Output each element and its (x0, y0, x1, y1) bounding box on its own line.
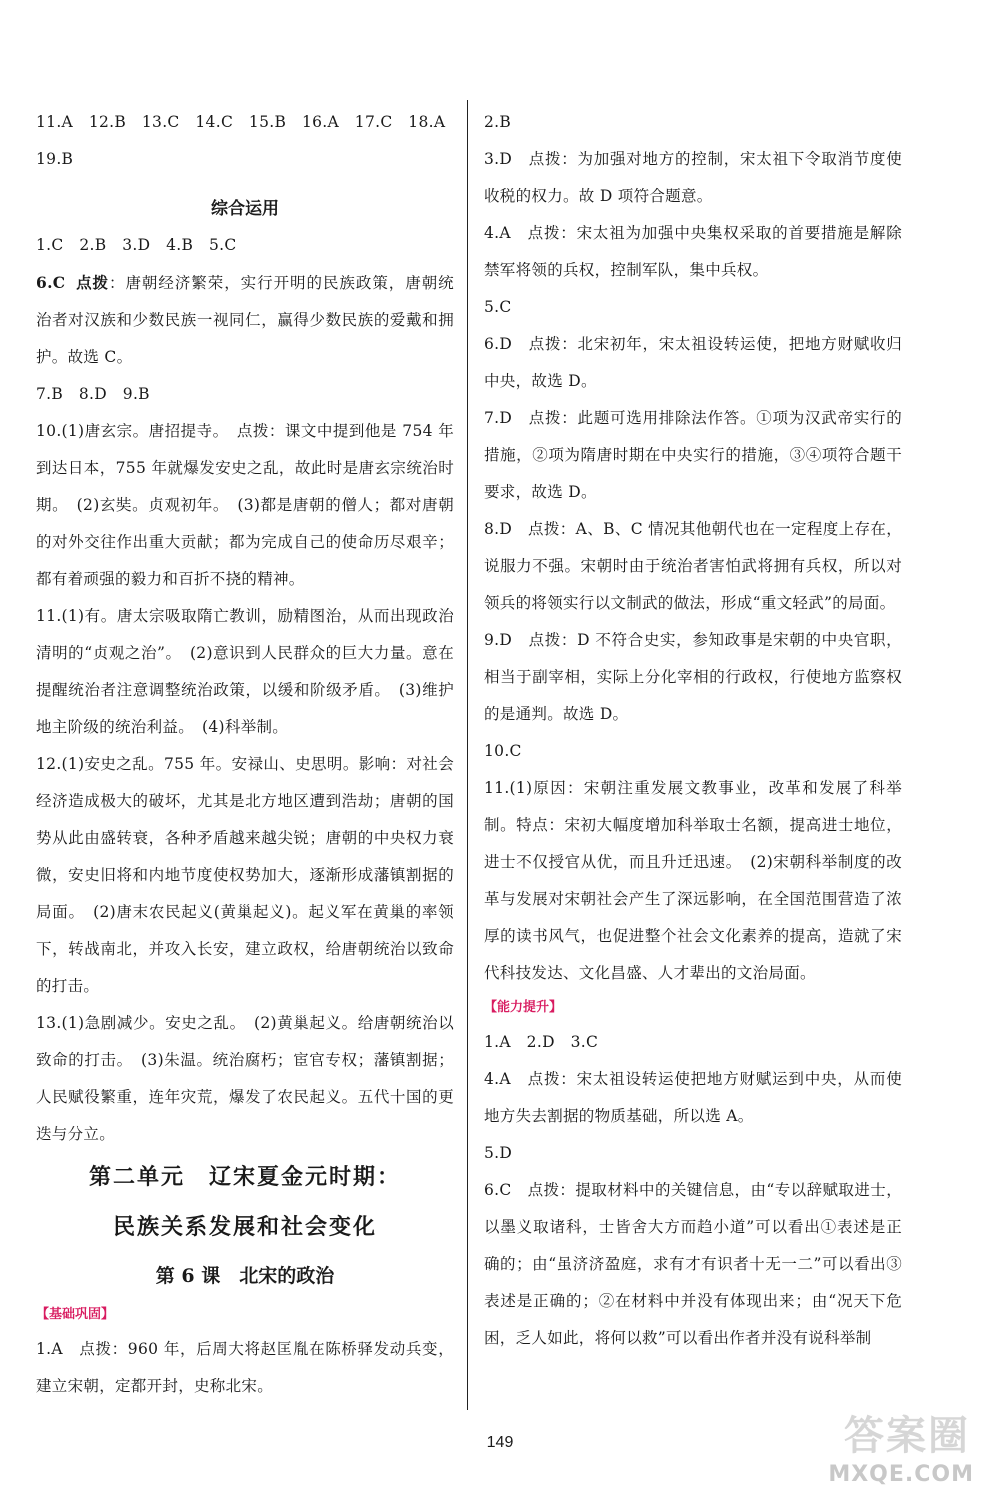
answer-paragraph: 4.A 点拨：宋太祖为加强中央集权采取的首要措施是解除禁军将领的兵权，控制军队，集中兵权。 (484, 224, 902, 279)
answer-paragraph: 8.D 点拨：A、B、C 情况其他朝代也在一定程度上存在，说服力不强。宋朝时由于统治者害怕武将拥有兵权，所以对领兵的将领实行以文制武的做法，形成“重文轻武”的局面。 (484, 520, 902, 612)
watermark-url: MXQE.COM (828, 1462, 974, 1487)
answer-paragraph (36, 264, 454, 376)
lesson-title: 第 6 课 北宋的政治 (155, 1265, 335, 1287)
section-title: 综合运用 (211, 199, 279, 219)
answer-number: 6.C (36, 273, 66, 292)
answer-line: 5.C (484, 298, 512, 316)
answer-paragraph: 9.D 点拨：D 不符合史实，参知政事是宋朝的中央官职，相当于副宰相，实际上分化宰相的行政权，行使地方监察权的是通判。故选 D。 (484, 631, 902, 723)
answer-paragraph: 13.(1)急剧减少。安史之乱。 (2)黄巢起义。给唐朝统治以致命的打击。 (3)朱温。统治腐朽；宦官专权；藩镇割据；人民赋役繁重，连年灾荒，爆发了农民起义。五代十国的更迭与分立。 (36, 1014, 454, 1143)
answer-line: 1.C 2.B 3.D 4.B 5.C (36, 236, 237, 254)
column-divider (467, 100, 468, 1410)
answer-paragraph: 7.D 点拨：此题可选用排除法作答。①项为汉武帝实行的措施，②项为隋唐时期在中央实行的措施，③④项符合题干要求，故选 D。 (484, 409, 902, 501)
unit-subtitle: 民族关系发展和社会变化 (112, 1215, 377, 1240)
right-column (484, 104, 902, 1357)
unit-title: 第二单元 辽宋夏金元时期： (88, 1165, 401, 1190)
answer-text: ：唐朝经济繁荣，实行开明的民族政策，唐朝统治者对汉族和少数民族一视同仁，赢得少数民族的爱戴和拥护。故选 C。 (36, 274, 454, 366)
answer-line: 2.B (484, 113, 512, 131)
answer-paragraph: 10.(1)唐玄宗。唐招提寺。 点拨：课文中提到他是 754 年到达日本，755 年就爆发安史之乱，故此时是唐玄宗统治时期。 (2)玄奘。贞观初年。 (3)都是唐朝的僧人；都对唐朝的对外交往作出重大贡献；都为完成自己的使命历尽艰辛；都有着顽强的毅力和百折不挠的精神。 (36, 422, 454, 588)
answer-paragraph: 6.C 点拨：提取材料中的关键信息，由“专以辞赋取进士，以墨义取诸科，士皆舍大方而趋小道”可以看出①表述是正确的；由“虽济济盈庭，求有才有识者十无一二”可以看出③表述是正确的；②在材料中并没有体现出来；由“况天下危困，乏人如此，将何以救”可以看出作者并没有说科举制 (484, 1181, 902, 1347)
answer-line: 10.C (484, 742, 522, 760)
section-tag: 【基础巩固】 (36, 1307, 115, 1322)
answer-paragraph: 11.(1)原因：宋朝注重发展文教事业，改革和发展了科举制。特点：宋初大幅度增加科举取士名额，提高进士地位，进士不仅授官从优，而且升迁迅速。 (2)宋朝科举制度的改革与发展对宋朝社会产生了深远影响，在全国范围营造了浓厚的读书风气，也促进整个社会文化素养的提高，造就了宋代科技发达、文化昌盛、人才辈出的文治局面。 (484, 779, 902, 982)
answer-line: 7.B 8.D 9.B (36, 385, 150, 403)
watermark-logo-text: 答案圈 (844, 1413, 970, 1459)
answer-paragraph: 1.A 点拨：960 年，后周大将赵匡胤在陈桥驿发动兵变，建立宋朝，定都开封，史称北宋。 (36, 1340, 454, 1395)
answer-line: 5.D (484, 1144, 513, 1162)
section-tag: 【能力提升】 (484, 1000, 563, 1015)
answer-line: 19.B (36, 150, 74, 168)
answer-line: 11.A 12.B 13.C 14.C 15.B 16.A 17.C 18.A (36, 113, 446, 131)
answer-paragraph: 3.D 点拨：为加强对地方的控制，宋太祖下令取消节度使收税的权力。故 D 项符合题意。 (484, 150, 902, 205)
hint-keyword: 点拨 (75, 273, 109, 292)
left-column (36, 104, 454, 1405)
answer-paragraph: 12.(1)安史之乱。755 年。安禄山、史思明。影响：对社会经济造成极大的破坏，尤其是北方地区遭到浩劫；唐朝的国势从此由盛转衰，各种矛盾越来越尖锐；唐朝的中央权力衰微，安史旧将和内地节度使权势加大，逐渐形成藩镇割据的局面。 (2)唐末农民起义(黄巢起义)。起义军在黄巢的率领下，转战南北，并攻入长安，建立政权，给唐朝统治以致命的打击。 (36, 755, 454, 995)
answer-paragraph: 4.A 点拨：宋太祖设转运使把地方财赋运到中央，从而使地方失去割据的物质基础，所以选 A。 (484, 1070, 902, 1125)
answer-paragraph: 6.D 点拨：北宋初年，宋太祖设转运使，把地方财赋收归中央，故选 D。 (484, 335, 902, 390)
answer-paragraph: 11.(1)有。唐太宗吸取隋亡教训，励精图治，从而出现政治清明的“贞观之治”。 (2)意识到人民群众的巨大力量。意在提醒统治者注意调整统治政策，以缓和阶级矛盾。 (3)维护地主阶级的统治利益。 (4)科举制。 (36, 607, 454, 736)
page-number: 149 (486, 1434, 514, 1451)
answer-line: 1.A 2.D 3.C (484, 1033, 599, 1051)
watermark-logo (780, 1407, 980, 1487)
